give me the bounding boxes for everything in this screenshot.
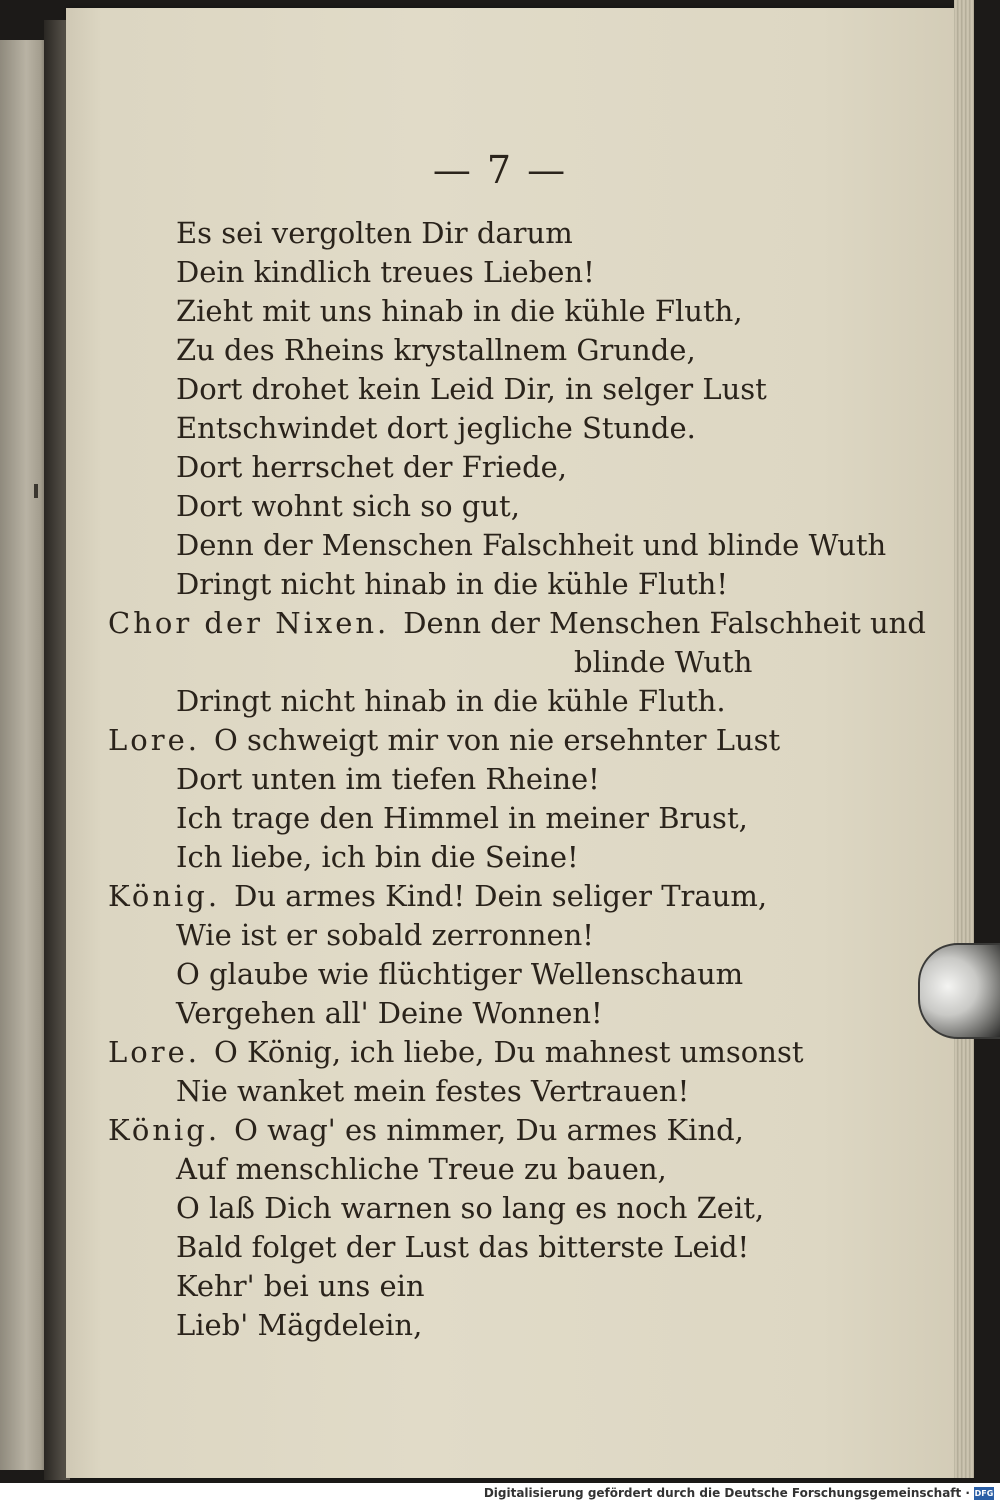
verse-line: Dort unten im tiefen Rheine!: [176, 762, 600, 796]
continuation-text: blinde Wuth: [574, 645, 753, 679]
speaker-name: König.: [108, 1113, 221, 1147]
verse-line: Dort wohnt sich so gut,: [176, 489, 520, 523]
verse-line: O glaube wie flüchtiger Wellenschaum: [176, 957, 744, 991]
verse-line: Dort drohet kein Leid Dir, in selger Lust: [176, 372, 767, 406]
speaker-name: Lore.: [108, 1035, 200, 1069]
verse-line: Dein kindlich treues Lieben!: [176, 255, 595, 289]
verse-line: Dort herrschet der Friede,: [176, 450, 568, 484]
previous-page-edge: [0, 40, 48, 1470]
verse-line: Ich trage den Himmel in meiner Brust,: [176, 801, 748, 835]
funding-credit: Digitalisierung gefördert durch die Deutsche Forschungsgemeinschaft ·: [483, 1486, 970, 1500]
verse-line: Lieb' Mägdelein,: [176, 1308, 423, 1342]
verse-line: Kehr' bei uns ein: [176, 1269, 425, 1303]
dfg-logo-icon: DFG: [974, 1489, 994, 1498]
speech-text: O schweigt mir von nie ersehnter Lust: [213, 723, 781, 757]
speaker-line: [108, 721, 908, 760]
speech-text: O König, ich liebe, Du mahnest umsonst: [213, 1035, 804, 1069]
speaker-name: Lore.: [108, 723, 200, 757]
speaker-name: Chor der Nixen.: [108, 606, 390, 640]
verse-line: Dringt nicht hinab in die kühle Fluth.: [176, 684, 726, 718]
speech-text: Du armes Kind! Dein seliger Traum,: [234, 879, 768, 913]
verse-line: Nie wanket mein festes Vertrauen!: [176, 1074, 690, 1108]
verse-text: [108, 214, 926, 1345]
verse-line: Entschwindet dort jegliche Stunde.: [176, 411, 696, 445]
page-clip-icon: [918, 943, 1000, 1039]
speaker-line: [108, 877, 908, 916]
page-number: — 7 —: [432, 148, 568, 192]
verse-line: Dringt nicht hinab in die kühle Fluth!: [176, 567, 728, 601]
speaker-line: [108, 1111, 908, 1150]
speaker-line: [108, 604, 926, 643]
speaker-name: König.: [108, 879, 221, 913]
verse-line: Auf menschliche Treue zu bauen,: [176, 1152, 667, 1186]
speech-text: O wag' es nimmer, Du armes Kind,: [234, 1113, 744, 1147]
verse-line: Zieht mit uns hinab in die kühle Fluth,: [176, 294, 743, 328]
margin-mark: [34, 484, 38, 498]
page-edges: [954, 0, 974, 1478]
verse-line: Wie ist er sobald zerronnen!: [176, 918, 594, 952]
verse-line: Denn der Menschen Falschheit und blinde Wuth: [176, 528, 887, 562]
verse-line: Ich liebe, ich bin die Seine!: [176, 840, 579, 874]
verse-continuation: [108, 643, 908, 682]
verse-line: Bald folget der Lust das bitterste Leid!: [176, 1230, 750, 1264]
verse-line: Vergehen all' Deine Wonnen!: [176, 996, 603, 1030]
speech-text: Denn der Menschen Falschheit und: [403, 606, 926, 640]
verse-line: Zu des Rheins krystallnem Grunde,: [176, 333, 696, 367]
verse-line: Es sei vergolten Dir darum: [176, 216, 573, 250]
verse-line: O laß Dich warnen so lang es noch Zeit,: [176, 1191, 765, 1225]
speaker-line: [108, 1033, 908, 1072]
footer-bar: [0, 1483, 1000, 1505]
